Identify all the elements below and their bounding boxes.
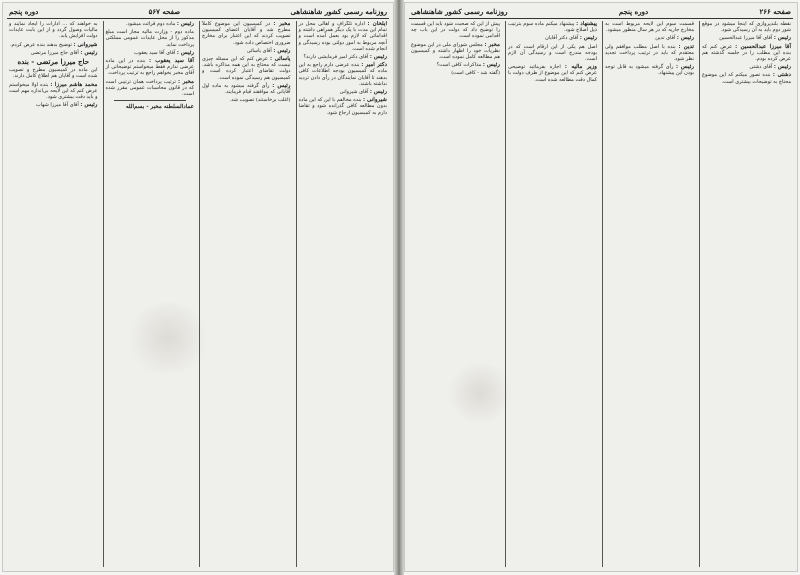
left-header-rule [7, 18, 389, 19]
text-paragraph: رئیس : مذاکرات کافی است؟ [436, 62, 500, 69]
text-paragraph: رئیس : رأی گرفته میشود به ماده اول آقایانی که موافقند قیام فرمایند. [202, 82, 291, 96]
text-paragraph: (اغلب برخاستند) تصویب شد. [229, 97, 291, 104]
text-paragraph: اصل هم یکی از این ارقام است که در بودجه مندرج است و رسیدگی آن لازم است. [508, 43, 597, 63]
text-paragraph: آقا سید یعقوب : بنده در این ماده عرضی ندارم فقط میخواستم توضیحاتی از آقای مخبر بخواهم راجع به ترتیب پرداخت. [105, 58, 194, 77]
section-heading: حاج میرزا مرتضی - بنده [17, 57, 90, 67]
column-separator [114, 100, 187, 101]
left-column-3 [103, 21, 197, 567]
right-column-1 [699, 21, 793, 567]
text-paragraph: رئیس : آقای آقا میرزا عبدالحسین [719, 35, 791, 42]
text-paragraph: مخبر : ترتیب پرداخت همان ترتیبی است که در قانون محاسبات عمومی مقرر شده است. [105, 78, 194, 98]
right-page-columns [409, 21, 793, 567]
left-header-right-label: روزنامه رسمی کشور شاهنشاهی [290, 6, 387, 16]
text-paragraph: ماده دوم - وزارت مالیه مجاز است مبلغ مذکور را از محل عایدات عمومی مملکتی پرداخت نماید. [105, 29, 194, 48]
footer-credit: عمادالسلطنه مخبر - بسم‌الله [125, 104, 194, 111]
text-paragraph: به خواهند که ... ادارات را ایجاد نمایند و مالیات وصول گردد و از این بابت عایدات دولت افزایش یابد. [9, 21, 98, 40]
text-paragraph: مخبر : مجلس شورای ملی در این موضوع نظریات خود را اظهار داشته و کمیسیون هم مطالعه کامل نموده است. [411, 41, 500, 61]
paper-stain [123, 303, 213, 373]
text-paragraph: رئیس : آقای آقا سید یعقوب [134, 49, 194, 56]
paper-stain [445, 363, 515, 423]
left-page [2, 2, 394, 572]
right-page [404, 2, 798, 572]
text-paragraph: مخبر : در کمیسیون این موضوع کاملاً مطرح شد و آقایان اعضای کمیسیون تصویب کردند که این اعتبار برای مخارج ضروری اختصاص داده شود. [202, 21, 291, 46]
text-paragraph: پیش از این که صحبت شود باید این قسمت را توضیح داد که دولت در این باب چه اقدامی نموده است. [411, 21, 500, 40]
text-paragraph: ایلخان : اداره تلگراف و اهالی محل در تمام این مدت با یک دیگر همراهی داشته و اقداماتی که لازم بود بعمل آمده است و آنچه مربوط به امور دولتی بوده رسیدگی و انجام شده است. [298, 21, 387, 52]
left-page-columns [7, 21, 389, 567]
text-paragraph: رئیس : ماده دوم قرائت میشود. [125, 21, 194, 27]
text-paragraph: دکتر امیر : بنده عرضی دارم راجع به این ماده که کمیسیون بودجه اطلاعات کافی بدهند تا آقایان نمایندگان در رأی دادن تردید نداشته باشند. [298, 62, 388, 87]
left-header-left-label: دوره پنجم [9, 6, 39, 16]
page-gutter [394, 0, 404, 575]
right-header-right-label: صفحه ۲۶۶ [759, 6, 791, 16]
text-paragraph: رئیس : آقای دشتی [749, 64, 791, 71]
text-paragraph: دشتی : بنده تصور میکنم که این موضوع محتاج به توضیحات بیشتری است. [702, 72, 792, 85]
right-header-center-label: دوره پنجم [618, 6, 649, 16]
text-paragraph: رئیس : آقای حاج میرزا مرتضی [30, 49, 98, 56]
text-paragraph: رئیس : آقای آقا میرزا شهاب [36, 102, 98, 109]
text-paragraph: نقطه بلندپروازی که اینجا میشود در موقع شور دوم باید به آن رسیدگی شود. [702, 21, 791, 34]
text-paragraph: شیروانی : توضیح بدهند بنده عرض کردم. [9, 41, 98, 48]
right-page-header [411, 5, 791, 17]
right-column-3 [505, 21, 599, 567]
text-paragraph: (گفته شد - کافی است) [451, 70, 500, 77]
left-page-header [9, 5, 387, 17]
text-paragraph: قسمت سوم این لایحه مربوط است به مخارج جاریه که در هر سال منظور میشود. [605, 21, 694, 34]
text-paragraph: پیشنهاد : پیشنهاد میکنم ماده سوم بترتیب ذیل اصلاح شود. [508, 21, 597, 34]
text-paragraph: تدین : بنده با اصل مطلب موافقم ولی معتقدم که باید در ترتیب پرداخت تجدید نظر شود. [605, 43, 694, 63]
text-paragraph: رئیس : آقای شیروانی [339, 89, 387, 96]
text-paragraph: وزیر مالیه : اجازه بفرمائید توضیحی عرض کنم که این موضوع از طرف دولت با کمال دقت مطالعه شده است. [508, 64, 597, 83]
text-paragraph: رئیس : رأی گرفته میشود به قابل توجه بودن این پیشنهاد. [605, 64, 694, 77]
right-header-left-label: روزنامه رسمی کشور شاهنشاهی [411, 6, 508, 16]
text-paragraph: آقا میرزا عبدالحسین : عرض کنم که بنده این مطلب را در جلسه گذشته هم عرض کرده بودم. [702, 43, 792, 63]
right-header-rule [409, 18, 793, 19]
text-paragraph: شیروانی : بنده مخالفم با این که این ماده بدون مطالعه کافی گذرانده شود و تقاضا دارم به کمیسیون ارجاع شود. [298, 97, 387, 116]
text-paragraph: رئیس : آقای یاسائی [246, 47, 291, 54]
left-column-2 [199, 21, 293, 567]
text-paragraph: محمد هاشم میرزا : بنده اولا میخواستم عرض کنم که این لایحه بی‌اندازه مهم است و باید دقت بیشتری شود. [9, 81, 98, 101]
right-column-4 [409, 21, 502, 567]
text-paragraph: رئیس : آقای دکتر امیر فرمایشی دارند؟ [303, 54, 387, 61]
right-column-2 [602, 21, 696, 567]
text-paragraph: رئیس : آقای تدین [655, 35, 694, 42]
left-column-1 [296, 21, 390, 567]
text-paragraph: این ماده در کمیسیون مطرح و تصویب شده است و آقایان هم اطلاع کامل دارند. [9, 67, 98, 80]
left-column-4 [7, 21, 100, 567]
left-header-page-number: صفحه ۵۶۷ [148, 6, 181, 16]
text-paragraph: یاسائی : عرض کنم که این مسئله چیزی نیست که محتاج به این همه مذاکره باشد. دولت تقاضای اعتبار کرده است و کمیسیون هم رسیدگی نموده است. [202, 56, 291, 81]
text-paragraph: رئیس : آقای دکتر آقایان [545, 35, 597, 42]
